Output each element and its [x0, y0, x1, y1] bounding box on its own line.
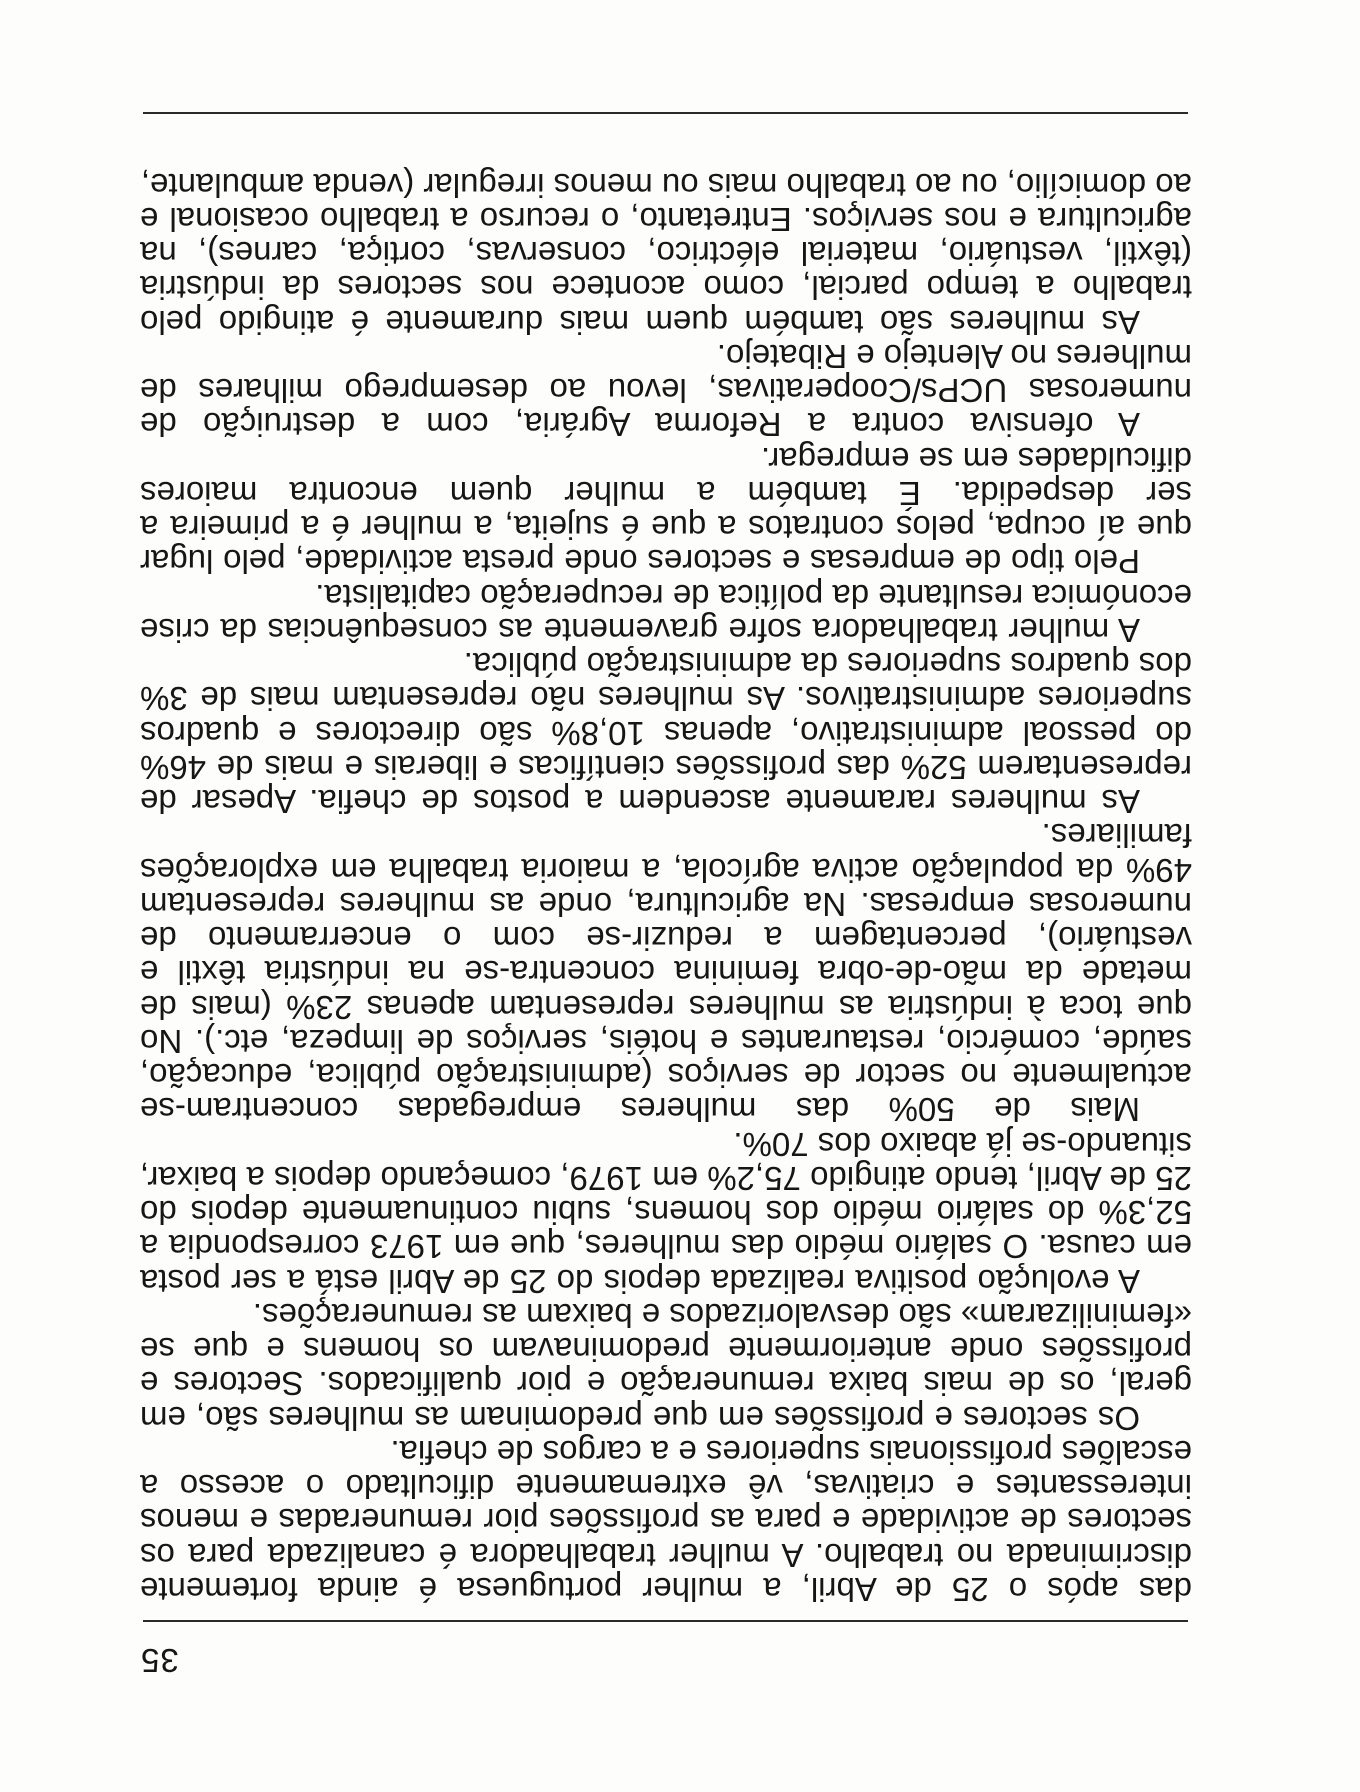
header-rule: [143, 1620, 1188, 1622]
footer-rule: [143, 112, 1188, 114]
body-text: [140, 168, 1192, 1607]
paragraph-3: A evolução positiva realizada depois do 25 de Abril está a ser posta em causa. O salário médio das mulheres, que em 1973 correspondia a 52,3% do salário médio dos homens, subiu continuamente depois do 25 de Abril, tendo atingido 75,2% em 1979, começando depois a baixar, situando-se já abaixo dos 70%.: [140, 1125, 1192, 1300]
paragraph-4: Mais de 50% das mulheres empregadas concentram-se actualmente no sector de serviços (administração pública, educação, saúde, comércio, restaurantes e hotéis, serviços de limpeza, etc.). No que toca à indústria as mulheres representam apenas 23% (mais de metade da mão-de-obra feminina concentra-se na indústria têxtil e vestuário), percentagem a reduzir-se com o encerramento de numerosas empresas. Na agricultura, onde as mulheres representam 49% da população activa agrícola, a maioria trabalha em explorações familiares.: [140, 817, 1192, 1129]
paragraph-6: A mulher trabalhadora sofre gravemente as consequências da crise económica resultante da política de recuperação capitalista.: [140, 577, 1192, 649]
paragraph-5: As mulheres raramente ascendem a postos de chefia. Apesar de representarem 52% das profissões científicas e liberais e mais de 46% do pessoal administrativo, apenas 10,8% são directores e quadros superiores administrativos. As mulheres não representam mais de 3% dos quadros superiores da administração pública.: [140, 646, 1192, 821]
paragraph-9: As mulheres são também quem mais duramente é atingido pelo trabalho a tempo parcial, como acontece nos sectores da indústria (têxtil, vestuário, material eléctrico, conservas, cortiça, carnes), na agricultura e nos serviços. Entretanto, o recurso a trabalho ocasional e ao domicílio, ou ao trabalho mais ou menos irregular (venda ambulante,: [140, 166, 1192, 341]
paragraph-7: Pelo tipo de empresas e sectores onde presta actividade, pelo lugar que aí ocupa, pelos contratos a que é sujeita, a mulher é a primeira a ser despedida. É também a mulher quem encontra maiores dificuldades em se empregar.: [140, 440, 1192, 581]
paragraph-1: das após o 25 de Abril, a mulher portuguesa é ainda fortemente discriminada no trabalho. A mulher trabalhadora é canalizada para os sectores de actividade e para as profissões pior remuneradas e menos interessantes e criativas, vê extremamente dificultado o acesso a escalões profissionais superiores e a cargos de chefia.: [140, 1434, 1192, 1608]
paragraph-2: Os sectores e profissões em que predominam as mulheres são, em geral, os de mais baixa remuneração e pior qualificados. Sectores e profissões onde anteriormente predominavam os homens e que se «feminilizaram» são desvalorizados e baixam as remunerações.: [140, 1297, 1192, 1437]
page-number: 35: [140, 1642, 179, 1679]
paragraph-8: A ofensiva contra a Reforma Agrária, com a destruição de numerosas UCPs/Cooperativas, levou ao desemprego milhares de mulheres no Alentejo e Ribatejo.: [140, 338, 1192, 444]
